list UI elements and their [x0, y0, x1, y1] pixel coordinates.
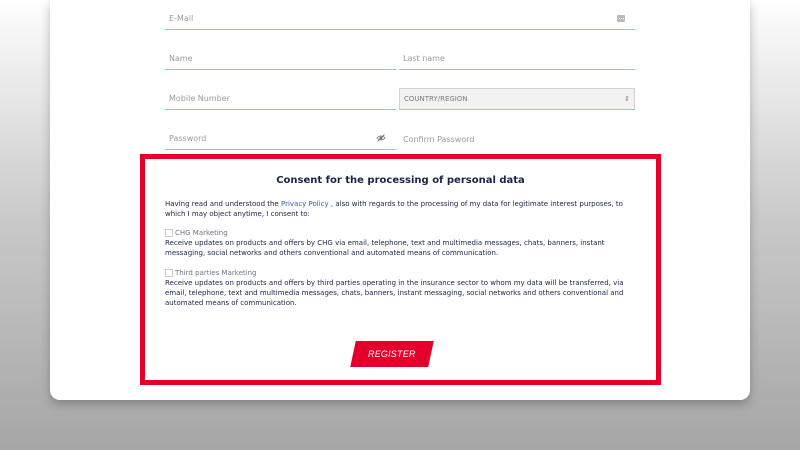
- password-placeholder: Password: [169, 134, 207, 143]
- hide-password-eye-icon[interactable]: [376, 134, 386, 144]
- chg-marketing-label: CHG Marketing: [175, 229, 228, 237]
- mobile-number-field[interactable]: [165, 88, 396, 110]
- autofill-icon[interactable]: [617, 15, 625, 22]
- country-selected-value: COUNTRY/REGION: [404, 95, 468, 103]
- email-placeholder: E-Mail: [169, 14, 194, 23]
- password-field[interactable]: [165, 128, 396, 150]
- consent-panel: [140, 154, 661, 385]
- consent-option-chg: [165, 228, 645, 258]
- third-parties-marketing-description: Receive updates on products and offers by third parties operating in the insurance sector to whom my data will be transferred, via email, telephone, text and multimedia messages, chats, banners, instant messaging, social networks and others conventional and automated means of communication.: [165, 279, 624, 307]
- intro-text-end: , also with regards to the processing of my data for legitimate interest purposes, to which I may object anytime, I consent to:: [165, 200, 623, 218]
- confirm-password-placeholder: Confirm Password: [403, 134, 475, 144]
- consent-title: Consent for the processing of personal data: [276, 175, 525, 186]
- register-button-label: REGISTER: [368, 349, 416, 359]
- lastname-placeholder: Last name: [403, 54, 445, 63]
- privacy-policy-link[interactable]: Privacy Policy: [280, 200, 329, 208]
- consent-intro: [165, 199, 645, 219]
- chg-marketing-checkbox[interactable]: [165, 229, 173, 237]
- mobile-placeholder: Mobile Number: [169, 94, 230, 103]
- register-button[interactable]: [350, 341, 434, 367]
- intro-text-start: Having read and understood the: [165, 200, 281, 208]
- name-placeholder: Name: [169, 54, 193, 63]
- confirm-password-field[interactable]: [399, 128, 635, 150]
- name-field[interactable]: [165, 48, 396, 70]
- select-arrows-icon: ⇕: [624, 95, 630, 103]
- country-region-select[interactable]: [399, 88, 635, 110]
- third-parties-marketing-label: Third parties Marketing: [175, 269, 257, 277]
- lastname-field[interactable]: [399, 48, 635, 70]
- third-parties-marketing-checkbox[interactable]: [165, 269, 173, 277]
- chg-marketing-description: Receive updates on products and offers by CHG via email, telephone, text and multimedia messages, chats, banners, instant messaging, social networks and others conventional and automated means of communication.: [165, 239, 605, 257]
- email-field[interactable]: [165, 8, 635, 30]
- consent-option-third-parties: [165, 268, 645, 308]
